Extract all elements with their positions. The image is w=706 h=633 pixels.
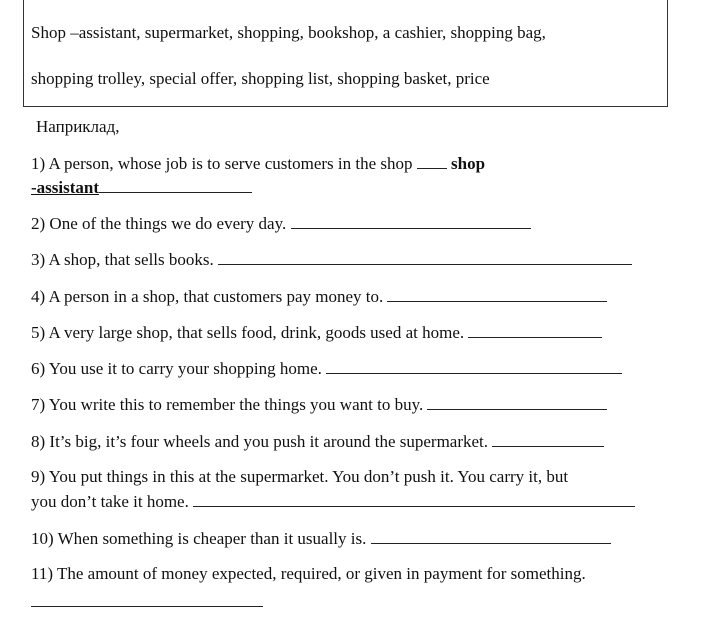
question-9-line-2 — [31, 491, 635, 512]
question-6 — [31, 358, 622, 379]
question-6-text: 6) You use it to carry your shopping home. — [31, 359, 322, 378]
example-answer-part2: -assistant — [31, 178, 100, 197]
word-box — [23, 0, 668, 107]
question-2 — [31, 213, 531, 234]
answer-blank-8[interactable] — [492, 431, 604, 447]
answer-blank-7[interactable] — [427, 394, 607, 410]
example-line-1 — [31, 153, 485, 174]
word-box-line-1: Shop –assistant, supermarket, shopping, bookshop, a cashier, shopping bag, — [31, 23, 546, 42]
question-2-text: 2) One of the things we do every day. — [31, 214, 287, 233]
question-11: 11) The amount of money expected, required, or given in payment for something. — [31, 564, 586, 583]
example-blank-1[interactable] — [417, 153, 447, 169]
question-4 — [31, 286, 607, 307]
question-7 — [31, 394, 607, 415]
question-9-line-1: 9) You put things in this at the supermarket. You don’t push it. You carry it, but — [31, 467, 569, 486]
question-3-text: 3) A shop, that sells books. — [31, 250, 214, 269]
answer-blank-11[interactable] — [31, 606, 263, 607]
answer-blank-4[interactable] — [387, 286, 607, 302]
question-9-text-2: you don’t take it home. — [31, 492, 189, 511]
question-3 — [31, 249, 632, 270]
answer-blank-6[interactable] — [326, 358, 622, 374]
example-answer-part1: shop — [451, 154, 486, 173]
answer-blank-5[interactable] — [468, 322, 602, 338]
question-4-text: 4) A person in a shop, that customers pay money to. — [31, 287, 384, 306]
question-8-text: 8) It’s big, it’s four wheels and you push it around the supermarket. — [31, 432, 489, 451]
answer-blank-2[interactable] — [291, 213, 531, 229]
example-line-2 — [31, 177, 252, 198]
question-5 — [31, 322, 602, 343]
example-blank-2[interactable] — [99, 177, 252, 193]
answer-blank-10[interactable] — [371, 528, 611, 544]
question-10-text: 10) When something is cheaper than it usually is. — [31, 529, 367, 548]
example-prompt: 1) A person, whose job is to serve customers in the shop — [31, 154, 413, 173]
question-7-text: 7) You write this to remember the things you want to buy. — [31, 395, 424, 414]
word-box-line-2: shopping trolley, special offer, shopping list, shopping basket, price — [31, 69, 490, 88]
question-8 — [31, 431, 604, 452]
example-label: Наприклад, — [36, 117, 120, 136]
answer-blank-3[interactable] — [218, 249, 632, 265]
answer-blank-9[interactable] — [193, 491, 635, 507]
question-10 — [31, 528, 611, 549]
question-5-text: 5) A very large shop, that sells food, drink, goods used at home. — [31, 323, 465, 342]
